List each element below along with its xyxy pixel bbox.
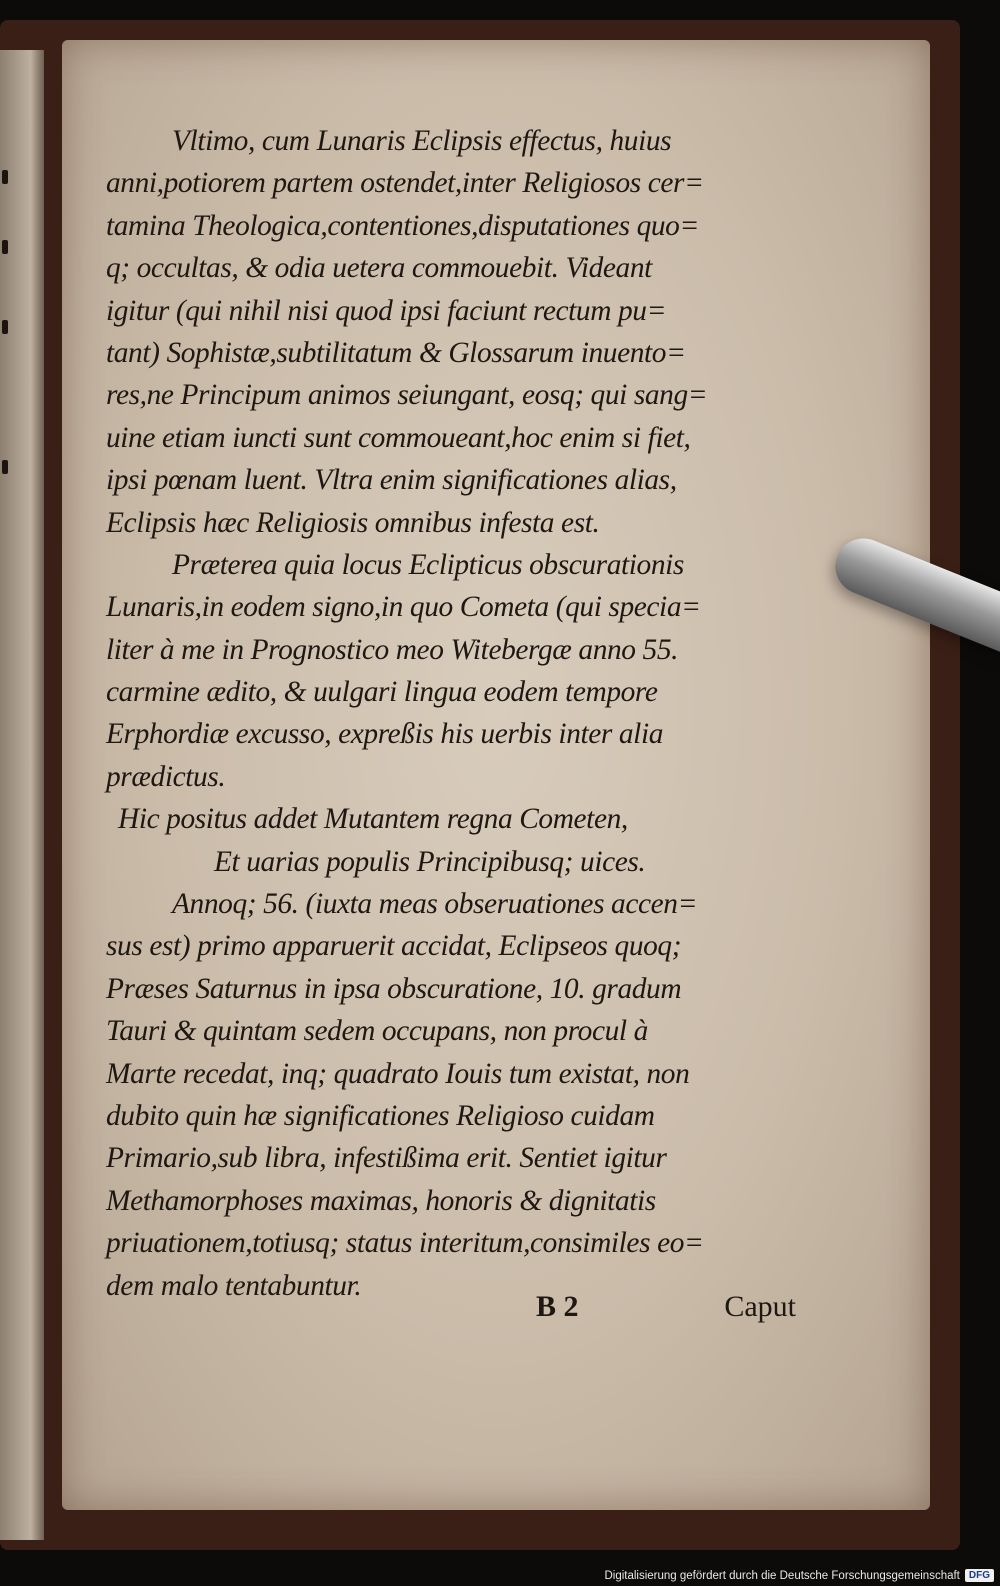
text-line: carmine ædito, & uulgari lingua eodem tempore: [106, 676, 658, 709]
left-page-mark: [2, 460, 8, 474]
left-page-mark: [2, 240, 8, 254]
text-line: Vltimo, cum Lunaris Eclipsis effectus, huius: [172, 125, 672, 157]
text-line: dem malo tentabuntur.: [106, 1269, 362, 1302]
text-line: Annoq; 56. (iuxta meas obseruationes accen=: [172, 888, 698, 921]
text-line: prædictus.: [106, 760, 226, 793]
text-line: Primario,sub libra, infestißima erit. Sentiet igitur: [106, 1142, 667, 1175]
text-line: Erphordiæ excusso, expreßis his uerbis inter alia: [106, 718, 664, 751]
digitization-credit: [604, 1569, 994, 1582]
text-line: q; occultas, & odia uetera commouebit. Videant: [106, 252, 652, 285]
text-line: Præterea quia locus Eclipticus obscurationis: [172, 548, 684, 581]
text-line: ipsi pœnam luent. Vltra enim significationes alias,: [106, 464, 677, 497]
credit-text: Digitalisierung gefördert durch die Deutsche Forschungsgemeinschaft: [604, 1569, 960, 1582]
text-line: Tauri & quintam sedem occupans, non procul à: [106, 1015, 648, 1048]
verse-line: Hic positus addet Mutantem regna Cometen,: [118, 803, 628, 836]
text-line: igitur (qui nihil nisi quod ipsi faciunt rectum pu=: [106, 294, 667, 327]
text-line: sus est) primo apparuerit accidat, Eclipseos quoq;: [106, 930, 682, 963]
page-footer: [536, 1290, 796, 1324]
signature-mark: B 2: [536, 1290, 579, 1323]
text-line: Methamorphoses maximas, honoris & dignitatis: [106, 1184, 656, 1217]
left-page-mark: [2, 170, 8, 184]
text-line: Eclipsis hæc Religiosis omnibus infesta est.: [106, 506, 600, 539]
verse-line: Et uarias populis Principibusq; uices.: [214, 845, 646, 878]
left-page-edge: [0, 50, 44, 1540]
page-text: [106, 120, 796, 1307]
text-line: Lunaris,in eodem signo,in quo Cometa (qui specia=: [106, 591, 701, 624]
text-line: tamina Theologica,contentiones,disputationes quo=: [106, 209, 699, 242]
text-line: anni,potiorem partem ostendet,inter Religiosos cer=: [106, 167, 704, 200]
catchword: Caput: [724, 1290, 796, 1323]
text-line: uine etiam iuncti sunt commoueant,hoc enim si fiet,: [106, 421, 691, 454]
dfg-logo: DFG: [965, 1569, 994, 1582]
text-line: Marte recedat, inq; quadrato Iouis tum existat, non: [106, 1057, 690, 1090]
text-line: dubito quin hæ significationes Religioso cuidam: [106, 1099, 655, 1132]
left-page-mark: [2, 320, 8, 334]
text-line: liter à me in Prognostico meo Witebergæ anno 55.: [106, 633, 679, 666]
text-line: Præses Saturnus in ipsa obscuratione, 10. gradum: [106, 972, 682, 1005]
text-line: priuationem,totiusq; status interitum,consimiles eo=: [106, 1227, 704, 1260]
text-line: tant) Sophistæ,subtilitatum & Glossarum inuento=: [106, 336, 686, 369]
text-line: res,ne Principum animos seiungant, eosq; qui sang=: [106, 379, 708, 412]
book-page: [62, 40, 930, 1510]
